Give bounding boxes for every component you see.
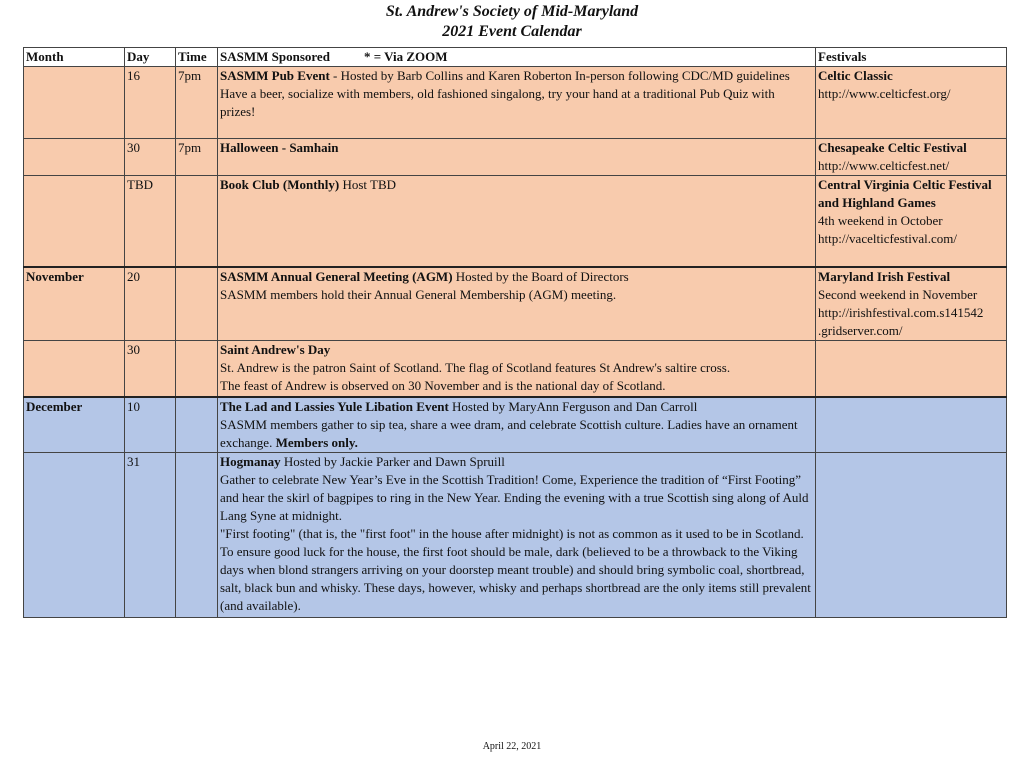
festival-cell — [816, 176, 1007, 267]
event-calendar-table — [23, 47, 1007, 618]
day-cell: 10 — [125, 397, 176, 453]
festival-cell — [816, 453, 1007, 618]
event-cell — [218, 176, 816, 267]
document-title: St. Andrew's Society of Mid-Maryland — [385, 3, 639, 20]
event-title: Halloween - Samhain — [220, 140, 339, 155]
event-title: SASMM Annual General Meeting (AGM) — [220, 268, 453, 284]
column-header-month: Month — [24, 48, 125, 67]
members-only-note: Members only. — [275, 434, 358, 450]
table-row — [24, 453, 1007, 618]
festival-cell — [816, 397, 1007, 453]
festival-name: Maryland Irish Festival — [818, 268, 951, 284]
event-host: Hosted by MaryAnn Ferguson and Dan Carroll — [448, 398, 698, 414]
festival-cell — [816, 341, 1007, 397]
document-header — [0, 2, 1024, 42]
festival-cell — [816, 67, 1007, 139]
table-row — [24, 267, 1007, 341]
day-cell: 31 — [125, 453, 176, 618]
month-cell: December — [24, 397, 125, 453]
festival-name: Central Virginia Celtic Festival and Highland Games — [818, 177, 992, 210]
event-description: "First footing" (that is, the "first foot" in the house after midnight) is not as common as it used to be in Scotland. To ensure good luck for the house, the first foot should be male, dark (believed to be a throwback to the Viking days when blond strangers arriving on your doorstep meant trouble) and should bring symbolic coal, shortbread, salt, black bun and whisky. These days, however, whisky and perhaps shortbread are the only items still prevalent (and available). — [220, 526, 811, 613]
festival-name: Celtic Classic — [818, 68, 893, 83]
time-cell: 7pm — [176, 67, 218, 139]
zoom-note: * = Via ZOOM — [363, 49, 448, 64]
event-title: Book Club (Monthly) — [220, 177, 340, 192]
time-cell: 7pm — [176, 139, 218, 176]
column-header-time: Time — [176, 48, 218, 67]
festival-cell — [816, 267, 1007, 341]
table-header-row — [24, 48, 1007, 67]
festival-dates: Second weekend in November — [818, 286, 978, 302]
festival-name: Chesapeake Celtic Festival — [818, 140, 967, 155]
day-cell: 30 — [125, 139, 176, 176]
event-title: Saint Andrew's Day — [220, 342, 331, 357]
time-cell — [176, 176, 218, 267]
festival-link[interactable]: http://vacelticfestival.com/ — [818, 231, 957, 246]
document-subtitle: 2021 Event Calendar — [442, 23, 582, 40]
event-cell — [218, 397, 816, 453]
table-row — [24, 139, 1007, 176]
festival-dates: 4th weekend in October — [818, 213, 943, 228]
month-cell — [24, 453, 125, 618]
month-cell — [24, 67, 125, 139]
column-header-day: Day — [125, 48, 176, 67]
column-header-sponsored — [218, 48, 816, 67]
day-cell: 30 — [125, 341, 176, 397]
festival-link-continued[interactable]: .gridserver.com/ — [818, 322, 903, 338]
festival-link[interactable]: http://www.celticfest.net/ — [818, 158, 950, 173]
event-description — [220, 416, 813, 452]
event-description: The feast of Andrew is observed on 30 November and is the national day of Scotland. — [220, 378, 666, 393]
event-title: Hogmanay — [220, 454, 281, 469]
day-cell: 20 — [125, 267, 176, 341]
footer-date: April 22, 2021 — [482, 741, 542, 752]
event-description: Have a beer, socialize with members, old fashioned singalong, try your hand at a traditional Pub Quiz with prizes! — [220, 86, 775, 119]
event-description: SASMM members hold their Annual General Membership (AGM) meeting. — [220, 286, 617, 302]
time-cell — [176, 341, 218, 397]
event-cell — [218, 267, 816, 341]
month-cell — [24, 139, 125, 176]
month-cell — [24, 176, 125, 267]
day-cell: 16 — [125, 67, 176, 139]
event-host: Hosted by the Board of Directors — [452, 268, 629, 284]
event-cell — [218, 139, 816, 176]
event-cell — [218, 67, 816, 139]
event-cell — [218, 453, 816, 618]
event-host: Hosted by Jackie Parker and Dawn Spruill — [280, 454, 505, 469]
event-title: SASMM Pub Event — [220, 68, 330, 83]
festival-cell — [816, 139, 1007, 176]
event-description: St. Andrew is the patron Saint of Scotland. The flag of Scotland features St Andrew's saltire cross. — [220, 360, 731, 375]
time-cell — [176, 453, 218, 618]
event-cell — [218, 341, 816, 397]
table-row — [24, 397, 1007, 453]
day-cell: TBD — [125, 176, 176, 267]
sponsored-label: SASMM Sponsored — [220, 49, 330, 64]
event-description: Gather to celebrate New Year’s Eve in the Scottish Tradition! Come, Experience the tradition of “First Footing” and hear the skirl of bagpipes to ring in the New Year. Ending the evening with a true Scottish sing along of Auld Lang Syne at midnight. — [220, 472, 809, 523]
event-title: The Lad and Lassies Yule Libation Event — [220, 398, 449, 414]
time-cell — [176, 267, 218, 341]
month-cell — [24, 341, 125, 397]
event-host: - Hosted by Barb Collins and Karen Roberton In-person following CDC/MD guidelines — [329, 68, 790, 83]
time-cell — [176, 397, 218, 453]
table-row — [24, 341, 1007, 397]
event-body: SASMM members gather to sip tea, share a wee dram, and celebrate Scottish culture. Ladies have an ornament exchange. — [220, 416, 798, 450]
table-row — [24, 176, 1007, 267]
event-host: Host TBD — [339, 177, 397, 192]
table-row — [24, 67, 1007, 139]
festival-link[interactable]: http://www.celticfest.org/ — [818, 86, 951, 101]
column-header-festivals: Festivals — [816, 48, 1007, 67]
festival-link[interactable]: http://irishfestival.com.s141542 — [818, 304, 984, 320]
month-cell: November — [24, 267, 125, 341]
